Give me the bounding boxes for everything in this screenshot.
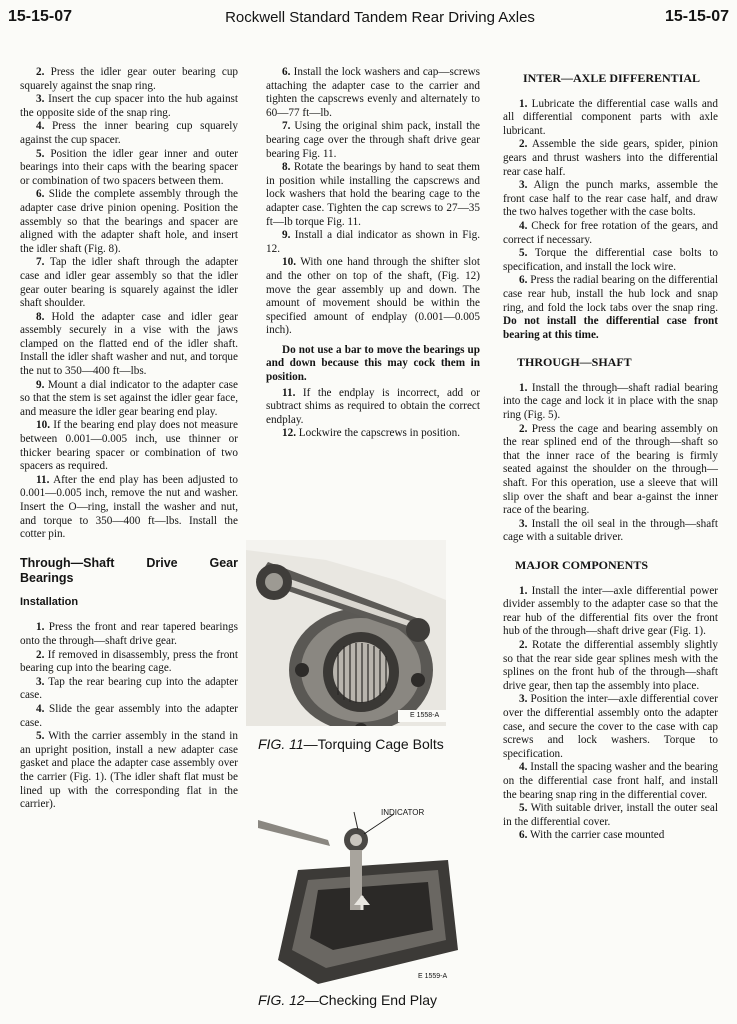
section-title-inter-axle-differential: INTER—AXLE DIFFERENTIAL [523,71,701,85]
warning-text: Do not use a bar to move the bearings up and down because this may cock them in position. [266,343,480,384]
step-text: Rotate the differential assembly slightly so that the rear side gear splines mesh with the splines on the front hub of the through—shaft drive gear, then tap the assembly into place. [503,638,718,692]
figure-11-caption [258,736,444,752]
step-text: If removed in disassembly, press the front bearing cup into the bearing cage. [20,648,238,675]
step-item [503,138,718,179]
step-text: Slide the complete assembly through the adapter case drive pinion opening. Position the assembly so that the bearings and spacer are aligned with the adapter shaft hole, and insert the idler shaft (Fig. 8). [20,188,239,255]
step-text: With the carrier case mounted [530,829,665,842]
step-item [20,93,238,120]
step-item [20,188,238,256]
step-number: 5. [36,730,45,743]
step-list-major-components [503,585,718,843]
step-number: 3. [519,179,528,192]
step-number: 2. [519,138,528,151]
step-text: Torque the differential case bolts to specification, and install the lock wire. [503,247,718,273]
step-number: 1. [36,621,45,634]
step-text: With suitable driver, install the outer seal in the differential cover. [503,802,718,828]
step-warning: Do not install the differential case front bearing at this time. [503,315,718,341]
step-number: 11. [282,386,296,399]
step-text: Press the idler gear outer bearing cup squarely against the snap ring. [20,66,239,92]
step-text: Rotate the bearings by hand to seat them in position while installing the capscrews and lock washers that hold the bearing cage to the adapter case. Tighten the cap screws to 27—35 ft—lb torque Fig. 11. [266,161,481,228]
page-number-right: 15-15-07 [664,8,729,25]
figure-11-code: E 1558-A [410,712,440,719]
step-list-inter-axle [503,98,718,275]
figure-12-code: E 1559-A [418,973,448,980]
step-list-through-shaft [503,382,718,545]
step-text: With the carrier assembly in the stand in an upright position, install a new adapter case gasket and place the adapter case assembly over the carrier (Fig. 1). (The idler shaft flat must be lined up with the corresponding flat in the carrier). [20,730,238,811]
figure-12-caption [258,992,437,1008]
step-item [503,761,718,802]
step-number: 6. [36,188,45,201]
step-number: 4. [36,120,45,133]
step-text: Press the inner bearing cup squarely against the cup spacer. [20,120,239,146]
step-number: 3. [519,693,528,706]
step-number: 1. [519,584,528,597]
step-item [266,427,480,441]
step-text: Using the original shim pack, install the bearing cage over the through shaft drive gear bearing Fig. 11. [266,120,480,160]
section-title-through-shaft: THROUGH—SHAFT [517,355,632,370]
step-text: Position the idler gear inner and outer bearings into their caps with the bearing spacer or combination of two spacers between them. [20,147,239,187]
figure-12-number: FIG. 12 [258,992,305,1008]
step-number: 4. [519,761,528,774]
step-text: Check for free rotation of the gears, and correct if necessary. [503,219,718,246]
step-item [20,379,238,420]
step-item [20,703,238,730]
step-number: 7. [36,256,45,269]
step-item [503,518,718,545]
step-item [20,676,238,703]
column-left [20,66,238,812]
step-number: 8. [282,161,291,174]
step-text: Install the spacing washer and the bearing on the differential case front half, and install the bearing snap ring in the differential cover. [503,761,719,801]
step-number: 12. [282,427,296,440]
step-text: Install the oil seal in the through—shaft cage with a suitable driver. [503,517,719,544]
step-list-endplay [266,387,480,441]
figure-11-torquing-cage-bolts [246,540,446,726]
step-text: Tap the rear bearing cup into the adapter case. [20,675,238,702]
step-number: 2. [519,422,528,435]
step-item [503,693,718,761]
step-text: Hold the adapter case and idler gear assembly securely in a vise with the jaws clamped on the flatted end of the idler shaft. Install the idler shaft washer and nut, and torque the nut to 350—400 ft—lbs. [20,310,238,378]
page-title: Rockwell Standard Tandem Rear Driving Axles [225,9,535,26]
step-item [20,621,238,648]
step-number: 8. [36,310,45,323]
step-number: 7. [282,120,291,133]
step-text: Press the cage and bearing assembly on the rear splined end of the through—shaft so that the inner race of the bearing is firmly seated against the shoulder on the through—shaft. For this operation, use a sleeve that will slip over the shaft and bear a-gainst the inner race of the bearing. [503,422,718,517]
step-item [503,98,718,139]
step-number: 4. [519,219,528,232]
figure-11-number: FIG. 11 [258,736,304,752]
step-text: Lubricate the differential case walls and all differential component parts with axle lubricant. [503,97,718,137]
step-item [503,179,718,220]
step-list-idler [20,66,238,542]
step-item [503,829,718,843]
step-number: 9. [282,229,291,242]
step-text: Slide the gear assembly into the adapter case. [20,702,239,729]
step-item [266,66,480,120]
step-item [503,220,718,247]
step-item [503,247,718,274]
step-item [20,419,238,473]
column-middle [266,66,480,441]
step-text: Install the through—shaft radial bearing into the cage and lock it in place with the snap ring (Fig. 5). [503,381,718,422]
step-item [266,229,480,256]
step-item [503,585,718,639]
step-number: 11. [36,473,50,486]
step-text: Install the lock washers and cap—screws attaching the adapter case to the carrier and tighten the capscrews evenly and alternately to 60—77 ft—lb. [266,66,480,119]
step-number: 6. [519,829,528,842]
step-number: 3. [36,93,45,106]
step-item [503,639,718,693]
step-list-cage [266,66,480,338]
figure-11-caption-text: —Torquing Cage Bolts [303,736,444,752]
step-text: With one hand through the shifter slot and the other on top of the shaft, (Fig. 12) move the gear assembly up and down. The amount of movement should be within the specified amount of endplay (0.001—0.005 inch). [266,256,480,337]
step-number: 3. [36,675,45,688]
step-text: Press the front and rear tapered bearings onto the through—shaft drive gear. [20,621,239,647]
step-text: Mount a dial indicator to the adapter case so that the stem is set against the idler gear face, and measure the idler gear bearing end play. [20,378,238,418]
step-item [266,256,480,338]
step-item [20,66,238,93]
step-text: If the bearing end play does not measure between 0.001—0.005 inch, use thinner or thicker bearing spacer or combination of two spacers as required. [20,419,238,473]
step-item [20,474,238,542]
indicator-label: INDICATOR [381,808,425,817]
subsection-installation: Installation [20,595,79,608]
step-number: 10. [282,256,296,269]
step-item [20,256,238,310]
step-text: Position the inter—axle differential cover over the differential assembly onto the adapter case, and secure the cover to the case with cap screws and lock washers. Torque to specification. [503,693,718,760]
step-number: 3. [519,517,528,530]
figure-12-caption-text: —Checking End Play [304,992,437,1008]
step-number: 2. [36,66,45,78]
step-number: 1. [519,381,528,394]
step-item [266,387,480,428]
step-text: Insert the cup spacer into the hub against the opposite side of the snap ring. [20,93,239,119]
step-item [20,730,238,812]
step-item [20,120,238,147]
step-number: 4. [36,702,45,715]
step-text: Press the radial bearing on the differential case rear hub, install the hub lock and snap ring, and fold the lock tabs over the snap ring. [503,274,719,314]
step-item [266,120,480,161]
step-item [20,311,238,379]
step-number: 2. [519,638,528,651]
step-text: Lockwire the capscrews in position. [298,427,461,440]
step-number: 5. [36,147,45,160]
step-number: 1. [519,97,528,110]
step-text: Assemble the side gears, spider, pinion gears and thrust washers into the differential rear case half. [503,138,718,178]
step-text: Tap the idler shaft through the adapter case and idler gear assembly so that the idler gear outer bearing is squarely against the idler shaft shoulder. [20,256,238,310]
section-title-through-shaft-bearings: Through—Shaft Drive Gear Bearings [20,555,238,585]
step-item [503,802,718,829]
step-item [20,148,238,189]
step-item [266,161,480,229]
step-text: Align the punch marks, assemble the front case half to the rear case half, and draw the two halves together with the case bolts. [503,179,718,219]
step-list-installation [20,621,238,811]
section-title-major-components: MAJOR COMPONENTS [515,558,648,572]
step-number: 10. [36,419,50,432]
step-item [503,423,718,518]
step-number: 9. [36,378,45,391]
step-number: 6. [519,274,528,287]
page-number-left: 15-15-07 [8,8,73,25]
step-number: 2. [36,648,45,661]
step-text: If the endplay is incorrect, add or subtract shims as required to obtain the correct endplay. [266,386,480,426]
column-right [503,72,718,843]
step-number: 6. [282,66,291,78]
step-item [503,382,718,423]
step-number: 5. [519,802,528,815]
step-number: 5. [519,247,528,260]
figure-12-checking-end-play [258,800,464,984]
step-text: After the end play has been adjusted to 0.001—0.005 inch, remove the nut and washer. Insert the O—ring, install the washer and nut, and torque to 350—400 ft—lbs. Install the cotter pin. [20,473,238,541]
inter-step-6 [503,274,718,342]
step-item [20,649,238,676]
step-text: Install a dial indicator as shown in Fig. 12. [266,229,480,255]
step-text: Install the inter—axle differential power divider assembly to the adapter case so that the rear hub of the differential fits over the front hub of the through—shaft drive gear (Fig. 1). [503,584,719,638]
